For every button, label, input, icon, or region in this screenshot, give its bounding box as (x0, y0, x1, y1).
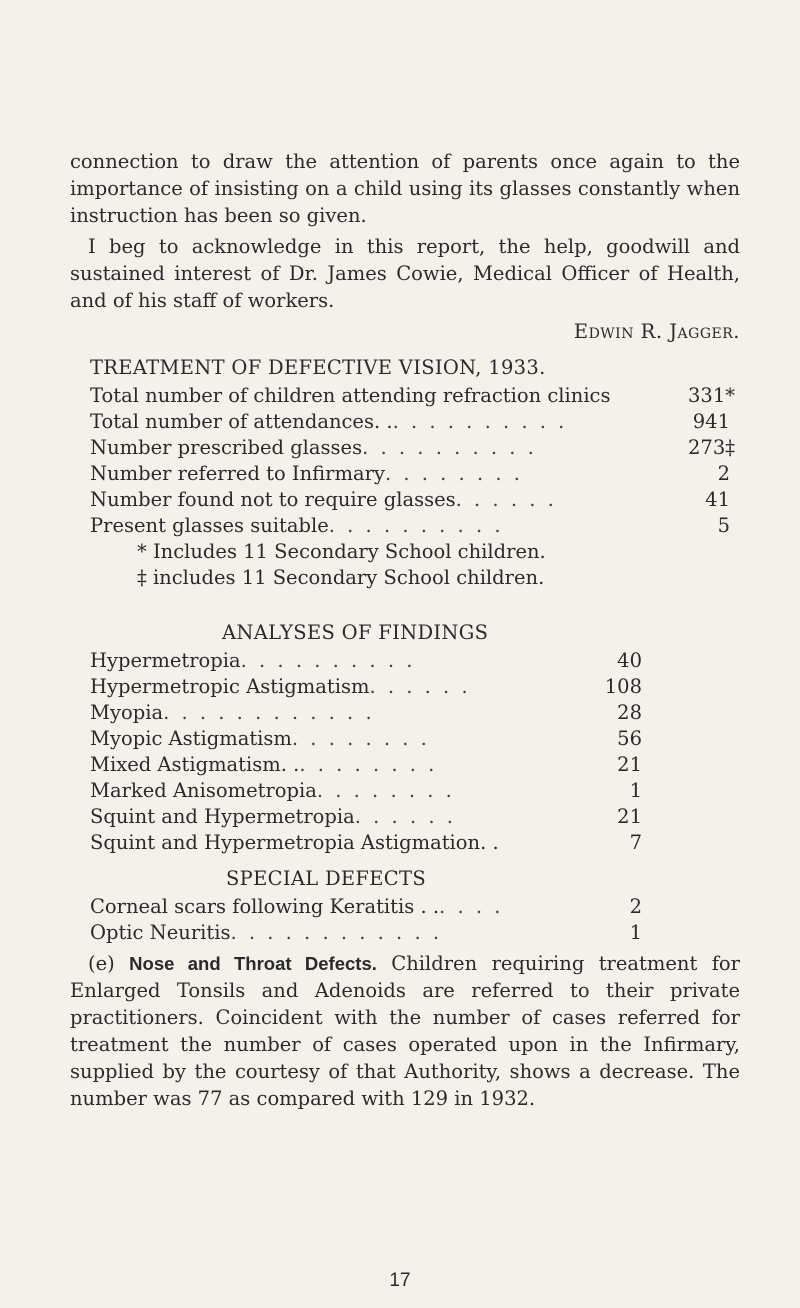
table-row (90, 674, 642, 700)
row-value: 40 (617, 649, 642, 672)
row-label: Corneal scars following Keratitis . . (90, 895, 440, 918)
table-row (90, 804, 642, 830)
row-value: 2 (629, 895, 642, 918)
table-row (90, 830, 642, 856)
analyses-title: ANALYSES OF FINDINGS (222, 621, 489, 644)
row-label: Myopia (90, 701, 164, 724)
row-label: Number prescribed glasses (90, 436, 363, 459)
row-label: Optic Neuritis (90, 921, 231, 944)
table-row (90, 383, 735, 409)
row-label: Number referred to Infirmary (90, 462, 385, 485)
row-label: Hypermetropic Astigmatism (90, 675, 370, 698)
treatment-table (90, 383, 735, 539)
table-row (90, 648, 642, 674)
analyses-table (90, 648, 642, 856)
leader-dots: . . . . . . . . . . (328, 514, 504, 537)
footnote-double-dagger: ‡ includes 11 Secondary School children. (137, 566, 545, 589)
document-page (70, 148, 740, 1112)
table-row (90, 700, 642, 726)
intro-paragraph-2: I beg to acknowledge in this report, the help, goodwill and sustained interest of Dr. James Cowie, Medical Officer of Health, and of his staff of workers. (70, 235, 740, 312)
signature: Edwin R. Jagger. (573, 320, 740, 343)
table-row (90, 409, 730, 435)
nose-throat-paragraph (70, 950, 740, 1112)
special-defects-title: SPECIAL DEFECTS (226, 867, 426, 890)
leader-dots: . . . . . . (455, 488, 557, 511)
row-value: 21 (617, 753, 642, 776)
nose-throat-heading: Nose and Throat Defects. (129, 953, 377, 974)
section-prefix: (e) (88, 952, 130, 975)
leader-dots (499, 830, 602, 856)
row-value: 108 (604, 675, 642, 698)
row-value: 331* (688, 384, 735, 407)
leader-dots: . . . . . . . . . . (392, 410, 568, 433)
row-value: 7 (629, 831, 642, 854)
table-row (90, 726, 642, 752)
leader-dots: . . . . . . . . . . . . (230, 921, 443, 944)
row-value: 1 (629, 921, 642, 944)
row-label: Hypermetropia (90, 649, 241, 672)
row-label: Squint and Hypermetropia (90, 805, 355, 828)
leader-dots: . . . . . . . . (299, 753, 438, 776)
row-label: Myopic Astigmatism (90, 727, 292, 750)
leader-dots: . . . . . . (354, 805, 456, 828)
nose-throat-text: Children requiring treatment for Enlarged Tonsils and Adenoids are referred to their private practitioners. Coincident with the number of cases referred for treatment the number of cases operated upon in the Infirmary, supplied by the courtesy of that Authority, shows a decrease. The number was 77 as compared with 129 in 1932. (70, 952, 740, 1110)
leader-dots (610, 383, 688, 409)
treatment-title: TREATMENT OF DEFECTIVE VISION, 1933. (90, 356, 546, 379)
row-value: 941 (692, 410, 730, 433)
table-row (90, 461, 730, 487)
row-label: Present glasses suitable (90, 514, 329, 537)
row-value: 1 (629, 779, 642, 802)
table-row (90, 752, 642, 778)
table-row (90, 894, 642, 920)
row-label: Mixed Astigmatism. . (90, 753, 300, 776)
row-value: 41 (705, 488, 730, 511)
intro-paragraph-1: connection to draw the attention of parents once again to the importance of insisting on a child using its glasses constantly when instruction has been so given. (70, 150, 740, 227)
table-row (90, 920, 642, 946)
special-defects-table (90, 894, 642, 946)
table-row (90, 435, 735, 461)
leader-dots: . . . . . . (369, 675, 471, 698)
row-label: Squint and Hypermetropia Astigmation. . (90, 831, 499, 854)
row-value: 2 (717, 462, 730, 485)
row-label: Marked Anisometropia (90, 779, 317, 802)
leader-dots: . . . . . . . . . . (240, 649, 416, 672)
row-label: Total number of attendances. . (90, 410, 393, 433)
page-number: 17 (389, 1270, 411, 1291)
row-value: 273‡ (688, 436, 735, 459)
row-label: Number found not to require glasses (90, 488, 456, 511)
table-row (90, 513, 730, 539)
table-row (90, 778, 642, 804)
row-value: 28 (617, 701, 642, 724)
row-value: 5 (717, 514, 730, 537)
leader-dots: . . . . . . . . . . . . (163, 701, 375, 724)
row-label: Total number of children attending refraction clinics (90, 384, 611, 407)
row-value: 21 (617, 805, 642, 828)
table-row (90, 487, 730, 513)
leader-dots: . . . . . . . . (291, 727, 430, 750)
leader-dots: . . . . . . . . (384, 462, 523, 485)
leader-dots: . . . . (439, 895, 504, 918)
leader-dots: . . . . . . . . . . (362, 436, 537, 459)
leader-dots: . . . . . . . . (316, 779, 455, 802)
row-value: 56 (617, 727, 642, 750)
footnote-asterisk: * Includes 11 Secondary School children. (137, 540, 546, 563)
